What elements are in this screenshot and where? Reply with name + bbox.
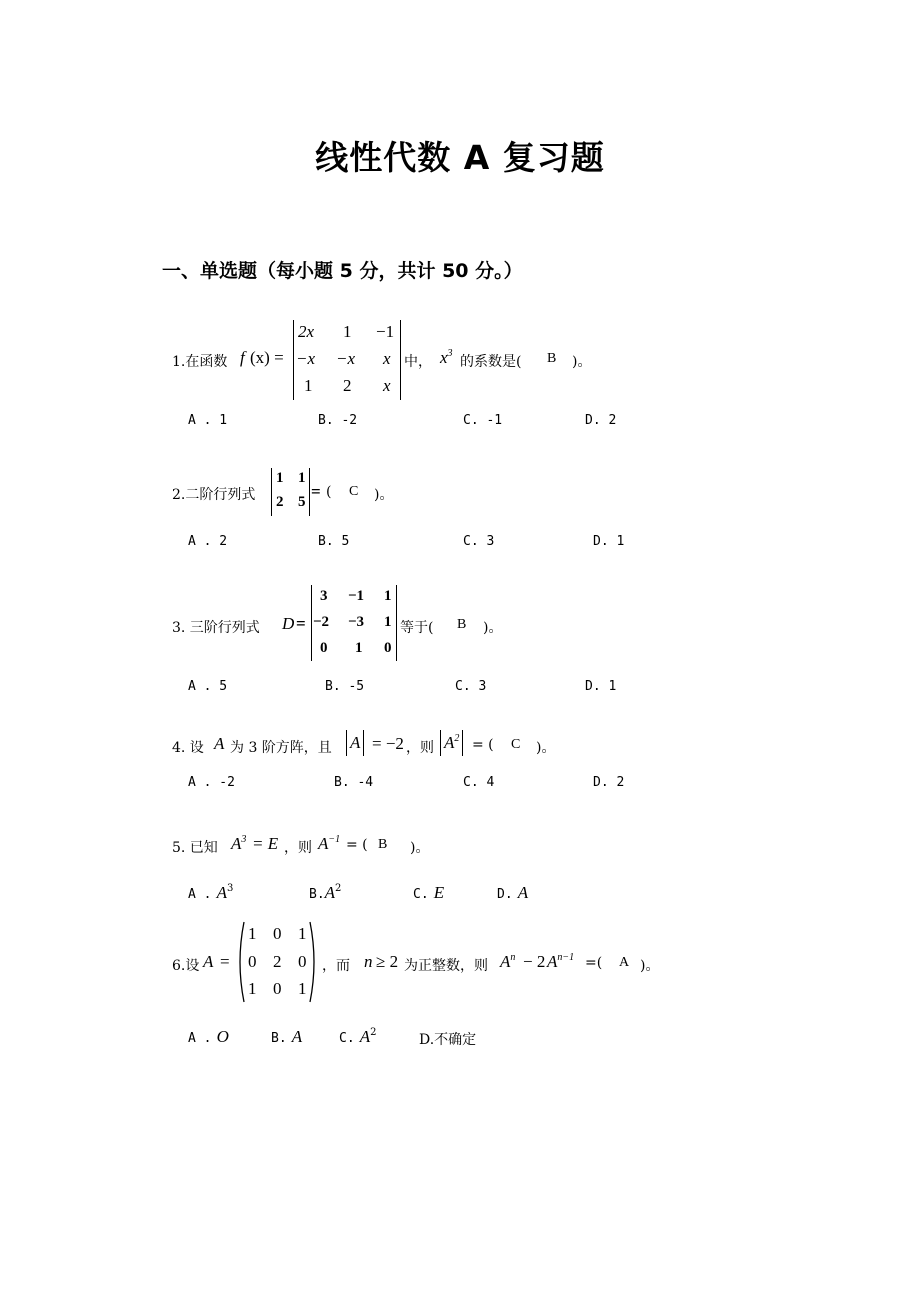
q5-option-b: $B.A^2$ [309,883,342,902]
q1-determinant [293,320,401,400]
q6-option-c: C. $A^2$ [339,1027,377,1046]
q1-option-d: D. 2 [585,413,617,428]
q3-cell: −3 [348,614,365,630]
q1-function-arg: (x) = [250,348,284,367]
q4-prefix: 4. 设 [172,740,204,756]
q6-cond-var: n [364,952,373,971]
q6-option-a: A . O [188,1027,229,1046]
q1-cell: 1 [304,376,313,395]
q6-option-b: B. A [271,1027,303,1046]
q5-option-d: D. A [497,883,529,902]
q4-option-c: C. 4 [463,775,495,790]
q6-mid2: 为正整数，则 [404,958,488,974]
q1-answer: B [547,351,557,366]
q4-close: )。 [536,740,556,756]
q2-option-a: A . 2 [188,534,228,549]
q6-cell: 0 [273,924,282,943]
q4-abs-a: A [346,730,364,756]
q2-cell: 5 [298,494,306,510]
q3-option-d: D. 1 [585,679,617,694]
q2-cell: 1 [298,470,306,486]
q1-cell: 2 [343,376,352,395]
q3-cell: −1 [348,588,365,604]
q3-option-b: B. -5 [325,679,365,694]
q4-mid2: ，则 [406,740,434,756]
q3-determinant [311,585,397,661]
q3-var: D [282,614,295,633]
q2-answer: C [349,484,359,499]
q3-option-a: A . 5 [188,679,228,694]
q5-answer: B [378,837,388,852]
q6-cell: 0 [248,952,257,971]
q4-option-d: D. 2 [593,775,625,790]
q6-cond: ≥ 2 [376,952,399,971]
q2-determinant [271,468,310,516]
q6-expr-minus: − 2 [523,952,546,971]
q3-cell: 0 [320,640,328,656]
q5-option-c: C. E [413,883,445,902]
q2-option-c: C. 3 [463,534,495,549]
q1-cell: 1 [343,322,352,341]
q5-equals-e: = E [252,834,279,853]
q6-cell: 0 [298,952,307,971]
q1-cell: −1 [376,322,395,341]
q6-cell: 2 [273,952,282,971]
q3-cell: 1 [384,588,392,604]
q6-prefix: 6.设 [172,958,200,974]
q3-cell: 3 [320,588,328,604]
q1-cell: 2x [298,322,315,341]
q1-cell: x [383,349,391,368]
q5-prefix: 5. 已知 [172,840,218,856]
q3-suffix: 等于( [400,620,434,636]
q4-answer: C [511,737,521,752]
q2-option-b: B. 5 [318,534,350,549]
q2-open: ( [326,484,332,500]
q1-cell: −x [296,349,316,368]
q1-option-b: B. -2 [318,413,358,428]
q3-cell: 1 [355,640,363,656]
q6-close: )。 [640,958,660,974]
q2-prefix: 2.二阶行列式 [172,487,256,503]
q1-function: f [240,348,245,367]
q1-cell: x [383,376,391,395]
section-heading: 一、单选题（每小题 5 分，共计 50 分。） [162,260,523,282]
q1-prefix: 1.在函数 [172,354,228,370]
q6-cell: 1 [298,924,307,943]
q4-mid1: 为 3 阶方阵，且 [230,740,332,756]
q4-option-b: B. -4 [334,775,374,790]
q2-option-d: D. 1 [593,534,625,549]
q4-suffix: = ( [472,737,494,753]
q4-value: = −2 [372,734,404,753]
q6-cell: 0 [273,979,282,998]
q4-abs-a-squared: $A^2$ [440,730,463,756]
q6-equals: = [220,952,230,971]
q5-option-a: A . $A^3$ [188,883,234,902]
q1-option-c: C. -1 [463,413,503,428]
q1-option-a: A . 1 [188,413,228,428]
q1-close: )。 [572,354,592,370]
q4-option-a: A . -2 [188,775,235,790]
q2-equals: = [311,482,321,501]
q6-cell: 1 [298,979,307,998]
q3-prefix: 3. 三阶行列式 [172,620,260,636]
q6-cell: 1 [248,924,257,943]
page-title: 线性代数 A 复习题 [315,138,605,177]
q3-close: )。 [483,620,503,636]
q4-var: A [214,734,225,753]
q2-cell: 2 [276,494,284,510]
q5-mid: ，则 [284,840,312,856]
q3-cell: 1 [384,614,392,630]
q3-cell: 0 [384,640,392,656]
q3-cell: −2 [313,614,330,630]
q6-var: A [203,952,214,971]
q2-cell: 1 [276,470,284,486]
q6-cell: 1 [248,979,257,998]
q1-cell: −x [336,349,356,368]
q5-suffix: = ( [346,837,368,853]
q6-option-d: D.不确定 [419,1032,477,1048]
q6-matrix [235,920,319,1004]
q6-expr-a: $A^n$ [500,952,516,971]
q6-suffix: =( [585,955,603,971]
q3-option-c: C. 3 [455,679,487,694]
q5-var: $A^3$ [231,834,247,853]
q1-middle: 中， [404,354,432,370]
q5-inverse: $A^{-1}$ [318,834,341,853]
q1-var: $x^3$ [440,348,453,367]
q2-close: )。 [374,487,394,503]
q1-suffix: 的系数是( [460,354,522,370]
q6-answer: A [619,955,630,970]
q3-equals: = [296,614,306,633]
q3-answer: B [457,617,467,632]
q6-mid1: ，而 [322,958,350,974]
q6-expr-b: $A^{n-1}$ [547,952,575,971]
q5-close: )。 [410,840,430,856]
